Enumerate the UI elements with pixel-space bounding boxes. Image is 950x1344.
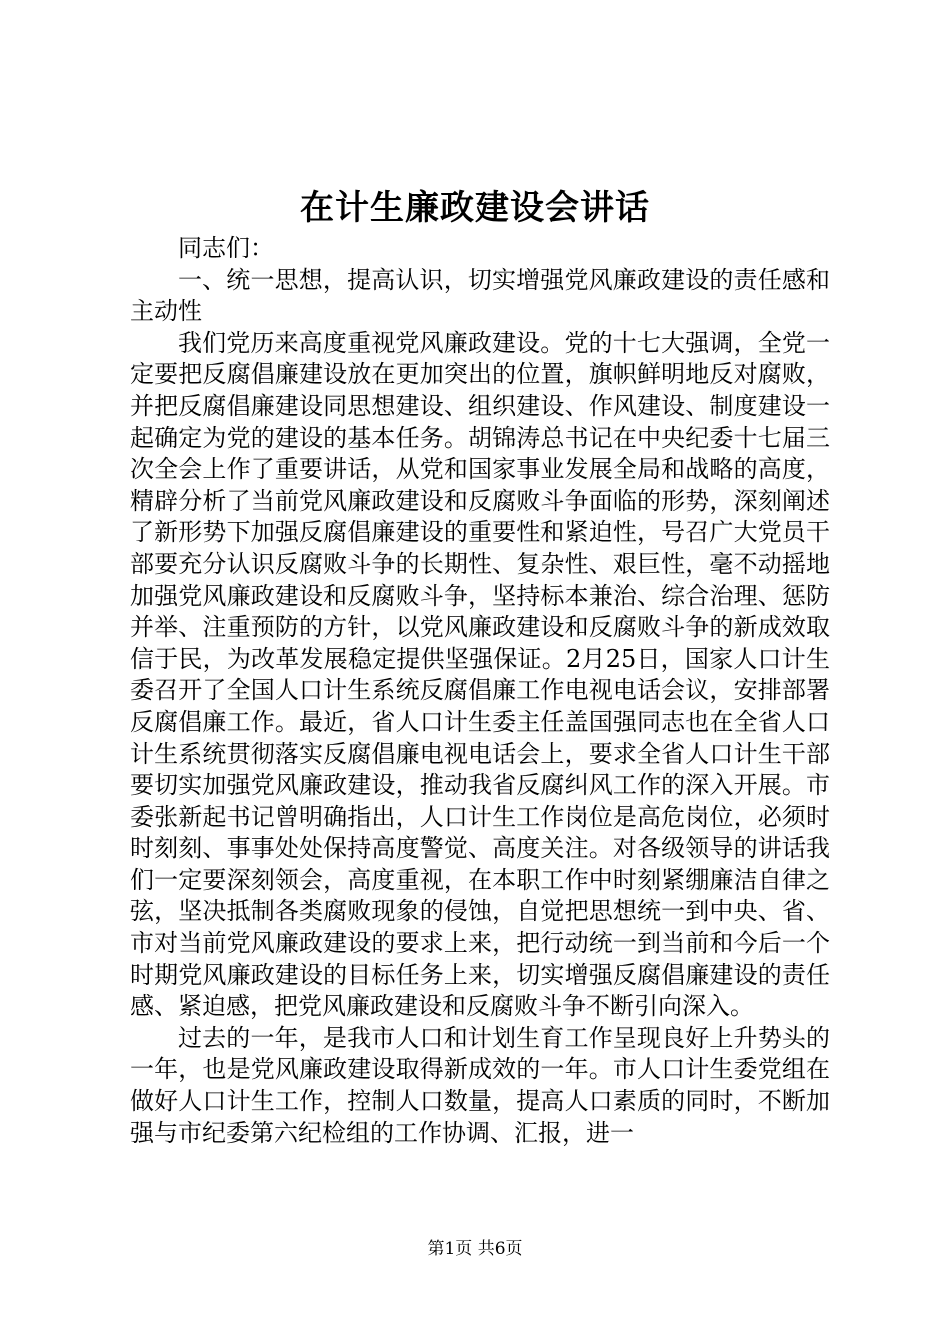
document-title: 在计生廉政建设会讲话	[300, 188, 650, 228]
salutation-paragraph: 同志们：	[178, 234, 274, 262]
body-paragraph: 过去的一年，是我市人口和计划生育工作呈现良好上升势头的一年，也是党风廉政建设取得新成效的一年。市人口计生委党组在做好人口计生工作，控制人口数量，提高人口素质的同时，不断加强与市纪委第六纪检组的工作协调、汇报，进一	[130, 1023, 830, 1147]
page-number-footer: 第1页 共6页	[427, 1239, 523, 1259]
document-body	[130, 233, 830, 1149]
body-paragraph: 我们党历来高度重视党风廉政建设。党的十七大强调，全党一定要把反腐倡廉建设放在更加突出的位置，旗帜鲜明地反对腐败，并把反腐倡廉建设同思想建设、组织建设、作风建设、制度建设一起确定为党的建设的基本任务。胡锦涛总书记在中央纪委十七届三次全会上作了重要讲话，从党和国家事业发展全局和战略的高度，精辟分析了当前党风廉政建设和反腐败斗争面临的形势，深刻阐述了新形势下加强反腐倡廉建设的重要性和紧迫性，号召广大党员干部要充分认识反腐败斗争的长期性、复杂性、艰巨性，毫不动摇地加强党风廉政建设和反腐败斗争，坚持标本兼治、综合治理、惩防并举、注重预防的方针，以党风廉政建设和反腐败斗争的新成效取信于民，为改革发展稳定提供坚强保证。2月25日，国家人口计生委召开了全国人口计生系统反腐倡廉工作电视电话会议，安排部署反腐倡廉工作。最近，省人口计生委主任盖国强同志也在全省人口计生系统贯彻落实反腐倡廉电视电话会上，要求全省人口计生干部要切实加强党风廉政建设，推动我省反腐纠风工作的深入开展。市委张新起书记曾明确指出，人口计生工作岗位是高危岗位，必须时时刻刻、事事处处保持高度警觉、高度关注。对各级领导的讲话我们一定要深刻领会，高度重视，在本职工作中时刻紧绷廉洁自律之弦，坚决抵制各类腐败现象的侵蚀，自觉把思想统一到中央、省、市对当前党风廉政建设的要求上来，把行动统一到当前和今后一个时期党风廉政建设的目标任务上来，切实增强反腐倡廉建设的责任感、紧迫感，把党风廉政建设和反腐败斗争不断引向深入。	[130, 328, 830, 1021]
section-heading-paragraph: 一、统一思想，提高认识，切实增强党风廉政建设的责任感和主动性	[130, 265, 830, 326]
